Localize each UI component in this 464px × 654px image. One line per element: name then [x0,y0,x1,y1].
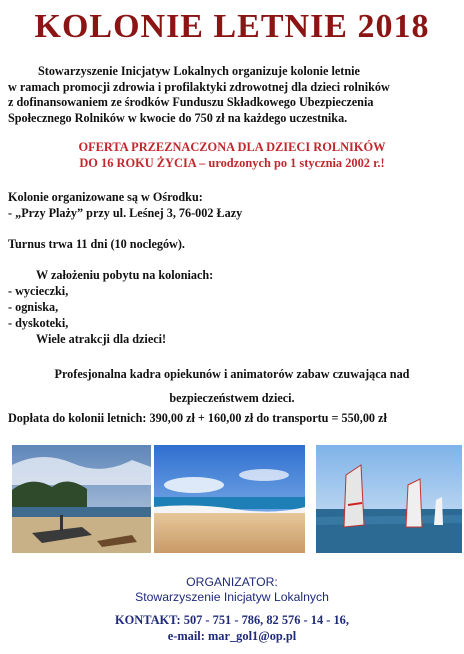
staff-line-1: Profesjonalna kadra opiekunów i animatorów zabaw czuwająca nad [54,367,410,381]
plan-section [8,267,456,347]
venue-section [8,189,456,221]
organizer-section [0,575,464,605]
plan-item: - dyskoteki, [8,316,69,330]
intro-line-4: Społecznego Rolników w kwocie do 750 zł na każdego uczestnika. [8,110,348,125]
organizer-name: Stowarzyszenie Inicjatyw Lokalnych [135,590,329,604]
offer-line-1: OFERTA PRZEZNACZONA DLA DZIECI ROLNIKÓW [78,140,386,154]
organizer-label: ORGANIZATOR: [186,575,278,589]
photo-strip [12,445,456,553]
staff-info [0,362,464,410]
intro-line-3: z dofinansowaniem ze środków Funduszu Składkowego Ubezpieczenia [8,95,374,109]
plan-item: - ogniska, [8,300,59,314]
plan-extra: Wiele atrakcji dla dzieci! [36,332,167,346]
sandy-beach-photo [154,445,305,553]
price-info: Dopłata do kolonii letnich: 390,00 zł + 160,00 zł do transportu = 550,00 zł [8,411,387,425]
staff-line-2: bezpieczeństwem dzieci. [169,391,295,405]
intro-line-1: Stowarzyszenie Inicjatyw Lokalnych organizuje kolonie letnie [38,64,360,78]
venue-label: Kolonie organizowane są w Ośrodku: [8,190,203,204]
contact-section [0,612,464,644]
plan-item: - wycieczki, [8,284,69,298]
page-title: KOLONIE LETNIE 2018 [34,8,430,45]
offer-line-2: DO 16 ROKU ŻYCIA – urodzonych po 1 stycznia 2002 r.! [79,156,385,170]
contact-phone: KONTAKT: 507 - 751 - 786, 82 576 - 14 - 16, [115,613,349,627]
offer-notice [0,139,464,171]
contact-email[interactable]: e-mail: mar_gol1@op.pl [167,629,297,643]
windsurf-photo [316,445,462,553]
intro-line-2: w ramach promocji zdrowia i profilaktyki zdrowotnej dla dzieci rolników [8,79,390,94]
beach-boat-photo [12,445,151,553]
intro-paragraph [8,64,456,126]
turnus-info: Turnus trwa 11 dni (10 noclegów). [8,237,185,251]
plan-heading: W założeniu pobytu na koloniach: [36,268,214,282]
venue-address: - „Przy Plaży” przy ul. Leśnej 3, 76-002 Łazy [8,206,243,220]
